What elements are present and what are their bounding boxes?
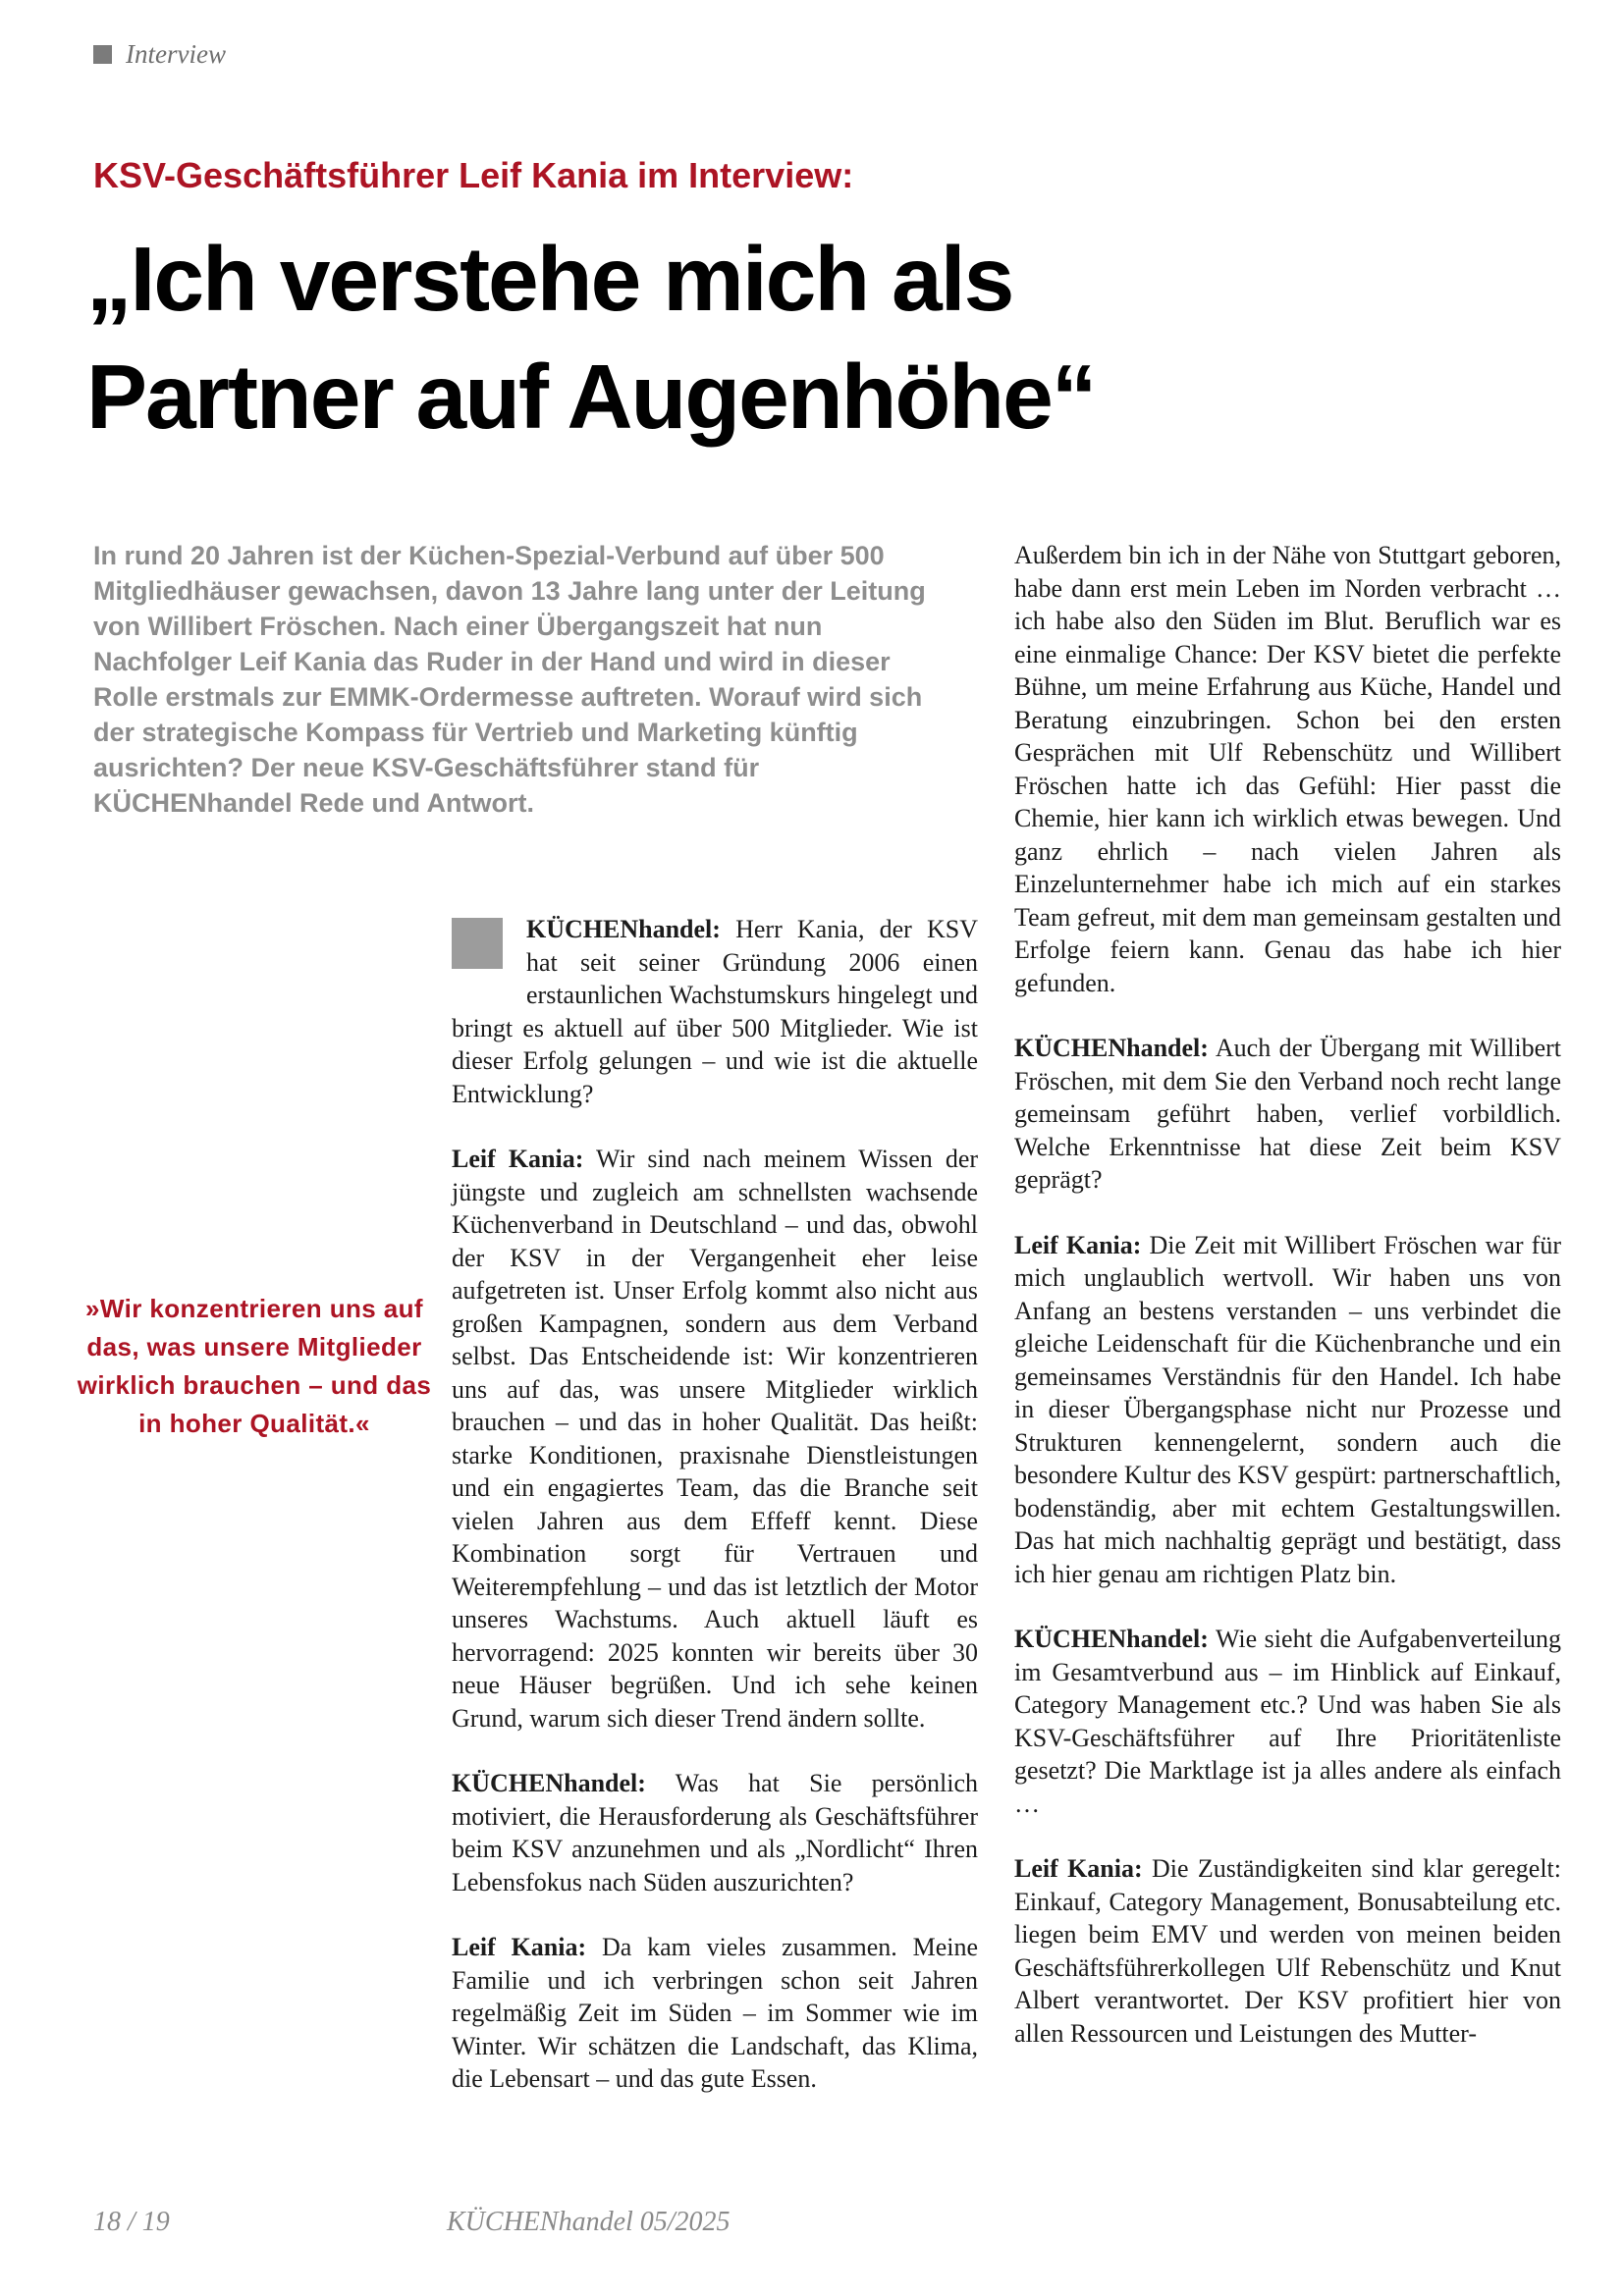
question-text: Was hat Sie persönlich motiviert, die Herausforderung als Geschäftsführer beim KSV anzunehmen und als „Nordlicht“ Ihren Lebensfokus nach Süden auszurichten? <box>452 1769 978 1896</box>
interview-question <box>452 913 978 1110</box>
question-marker-square-icon <box>452 918 503 969</box>
speaker-label: Leif Kania: <box>1014 1854 1143 1883</box>
interview-answer <box>1014 1852 1561 2050</box>
section-marker-icon <box>93 45 112 64</box>
speaker-label: Leif Kania: <box>452 1933 587 1961</box>
question-text: Auch der Übergang mit Willibert Fröschen, mit dem Sie den Verband noch recht lange gemeinsam geführt haben, verlief vorbildlich. Welche Erkenntnisse hat diese Zeit beim KSV geprägt? <box>1014 1034 1561 1194</box>
interview-question <box>1014 1623 1561 1820</box>
kicker: KSV-Geschäftsführer Leif Kania im Interview: <box>93 155 854 195</box>
speaker-label: Leif Kania: <box>452 1145 584 1173</box>
speaker-label: KÜCHENhandel: <box>1014 1625 1209 1653</box>
pull-quote: »Wir konzentrieren uns auf das, was unsere Mitglieder wirklich brauchen – und das in hoher Qualität.« <box>77 1294 432 1438</box>
column-right <box>1014 539 1561 2050</box>
section-label: Interview <box>126 39 226 69</box>
answer-text: Außerdem bin ich in der Nähe von Stuttgart geboren, habe dann erst mein Leben im Norden verbracht … ich habe also den Süden im Blut. Beruflich war es eine einmalige Chance: Der KSV bietet die perfekte Bühne, um meine Erfahrung aus Küche, Handel und Beratung einzubringen. Schon bei den ersten Gesprächen mit Ulf Rebenschütz und Willibert Fröschen hatte ich das Gefühl: Hier passt die Chemie, hier kann ich wirklich etwas bewegen. Und ganz ehrlich – nach vielen Jahren als Einzelunternehmer habe ich mich auf ein starkes Team gefreut, mit dem man gemeinsam gestalten und Erfolge feiern kann. Genau das habe ich hier gefunden. <box>1014 541 1562 997</box>
answer-text: Wir sind nach meinem Wissen der jüngste und zugleich am schnellsten wachsende Küchenverband in Deutschland – und das, obwohl der KSV in der Vergangenheit eher leise aufgetreten ist. Unser Erfolg kommt also nicht aus großen Kampagnen, sondern aus dem Verband selbst. Das Entscheidende ist: Wir konzentrieren uns auf das, was unsere Mitglieder wirklich brauchen – und das in hoher Qualität. Das heißt: starke Konditionen, praxisnahe Dienstleistungen und ein engagiertes Team, das die Branche seit vielen Jahren aus dem Effeff kennt. Diese Kombination sorgt für Vertrauen und Weiterempfehlung – und das ist letztlich der Motor unseres Wachstums. Auch aktuell läuft es hervorragend: 2025 konnten wir bereits über 30 neue Häuser begrüßen. Und ich sehe keinen Grund, warum sich dieser Trend ändern sollte. <box>452 1145 979 1733</box>
interview-question <box>452 1767 978 1898</box>
question-text: Wie sieht die Aufgabenverteilung im Gesamtverbund aus – im Hinblick auf Einkauf, Category Management etc.? Und was haben Sie als KSV-Geschäftsführer auf Ihre Prioritätenliste gesetzt? Die Marktlage ist ja alles andere als einfach … <box>1014 1625 1561 1818</box>
speaker-label: KÜCHENhandel: <box>526 915 721 943</box>
headline <box>86 220 1095 455</box>
section-header <box>93 39 226 70</box>
answer-text: Da kam vieles zusammen. Meine Familie und ich verbringen schon seit Jahren regelmäßig Zeit im Süden – im Sommer wie im Winter. Wir schätzen die Landschaft, das Klima, die Lebensart – und das gute Essen. <box>452 1933 978 2093</box>
interview-answer <box>452 1931 978 2096</box>
interview-answer <box>1014 1229 1561 1591</box>
column-left <box>452 913 978 2096</box>
issue-label: KÜCHENhandel 05/2025 <box>447 2207 731 2237</box>
answer-text: Die Zuständigkeiten sind klar geregelt: Einkauf, Category Management, Bonusabteilung etc. liegen beim EMV und werden von meinen beiden Geschäftsführerkollegen Ulf Rebenschütz und Knut Albert verantwortet. Der KSV profitiert hier von allen Ressourcen und Leistungen des Mutter- <box>1014 1854 1561 2048</box>
deck-intro: In rund 20 Jahren ist der Küchen-Spezial-Verbund auf über 500 Mitgliedhäuser gewachsen, davon 13 Jahre lang unter der Leitung von Willibert Fröschen. Nach einer Übergangszeit hat nun Nachfolger Leif Kania das Ruder in der Hand und wird in dieser Rolle erstmals zur EMMK-Ordermesse auftreten. Worauf wird sich der strategische Kompass für Vertrieb und Marketing künftig ausrichten? Der neue KSV-Geschäftsführer stand für KÜCHENhandel Rede und Antwort. <box>93 541 926 818</box>
headline-line-1: „Ich verstehe mich als <box>86 228 1013 330</box>
speaker-label: KÜCHENhandel: <box>1014 1034 1209 1062</box>
page-number: 18 / 19 <box>93 2207 170 2237</box>
question-text: Herr Kania, der KSV hat seit seiner Gründung 2006 einen erstaunlichen Wachstumskurs hingelegt und bringt es aktuell auf über 500 Mitglieder. Wie ist dieser Erfolg gelungen – und wie ist die aktuelle Entwicklung? <box>452 915 978 1108</box>
speaker-label: Leif Kania: <box>1014 1230 1142 1259</box>
headline-line-2: Partner auf Augenhöhe“ <box>86 346 1096 448</box>
answer-continuation <box>1014 539 1561 999</box>
interview-question <box>1014 1032 1561 1197</box>
speaker-label: KÜCHENhandel: <box>452 1769 646 1797</box>
interview-answer <box>452 1143 978 1735</box>
answer-text: Die Zeit mit Willibert Fröschen war für mich unglaublich wertvoll. Wir haben uns von Anfang an bestens verstanden – uns verbindet die gleiche Leidenschaft für die Küchenbranche und ein gemeinsames Verständnis für den Handel. Ich habe in dieser Übergangsphase nicht nur Prozesse und Strukturen kennengelernt, sondern auch die besondere Kultur des KSV gespürt: partnerschaftlich, bodenständig, aber mit echtem Gestaltungswillen. Das hat mich nachhaltig geprägt und bestätigt, dass ich hier genau am richtigen Platz bin. <box>1014 1230 1561 1588</box>
